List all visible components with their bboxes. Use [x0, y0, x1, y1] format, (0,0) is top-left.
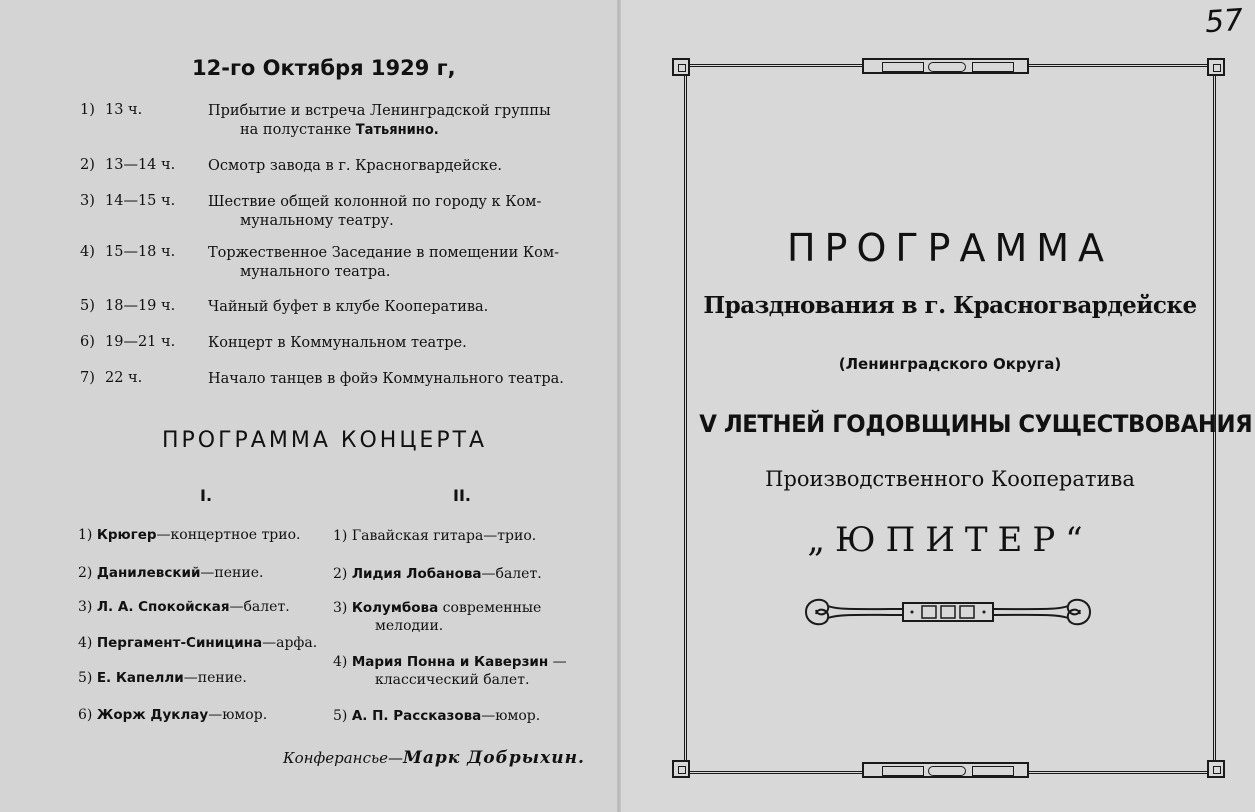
performer-name: Мария Понна и Каверзин — [351, 654, 549, 670]
performer-name: Колумбова — [351, 600, 439, 616]
schedule-text-line: Осмотр завода в г. Красногвардейске. — [208, 158, 503, 174]
performance-type: современные — [438, 600, 542, 616]
schedule-item-number: 6) — [80, 334, 95, 350]
ornament-segment — [972, 766, 1014, 776]
schedule-text-line: Шествие общей колонной по городу к Ком- — [208, 194, 542, 210]
date-title: 12-го Октября 1929 г, — [192, 56, 456, 80]
performer-name: Крюгер — [96, 527, 157, 543]
ornament-segment — [928, 62, 966, 72]
concert-item-number: 2) — [333, 566, 348, 582]
schedule-item-text — [208, 370, 596, 389]
cooperative-line: Производственного Кооператива — [765, 467, 1135, 491]
concert-item-number: 4) — [333, 654, 348, 670]
concert-item-number: 3) — [333, 600, 348, 616]
concert-item — [333, 527, 536, 545]
program-title: ПРОГРАММА — [786, 226, 1114, 270]
celebration-line: Празднования в г. Красногвардейске — [703, 292, 1197, 319]
schedule-item-number: 4) — [80, 244, 95, 260]
concert-item — [78, 670, 247, 686]
schedule-text-line: Торжественное Заседание в помещении Ком- — [208, 245, 560, 261]
bottom-ornament-bar — [862, 762, 1029, 778]
concert-item — [333, 707, 540, 725]
schedule-item-text — [208, 334, 596, 353]
schedule-item-number: 2) — [80, 157, 95, 173]
ornament-segment — [882, 766, 924, 776]
schedule-item-time: 18—19 ч. — [105, 298, 176, 314]
performance-type: —арфа. — [262, 635, 318, 651]
concert-item-number: 6) — [78, 707, 93, 723]
performer-name: Жорж Дуклау — [96, 707, 209, 723]
performance-type-continuation: мелодии. — [375, 618, 444, 634]
ornament-segment — [928, 766, 966, 776]
concert-item — [333, 653, 567, 689]
concert-item — [78, 707, 267, 723]
concert-col2-heading: II. — [453, 486, 471, 505]
schedule-item-time: 14—15 ч. — [105, 193, 176, 209]
performance-type: —пение. — [200, 565, 264, 581]
schedule-item-number: 5) — [80, 298, 95, 314]
performer-name: Л. А. Спокойская — [96, 599, 230, 615]
concert-item-number: 4) — [78, 635, 93, 651]
performance-type: — — [548, 654, 567, 670]
schedule-item-text — [208, 298, 596, 317]
schedule-item-text — [208, 193, 596, 231]
schedule-item-time: 19—21 ч. — [105, 334, 176, 350]
top-ornament-bar — [862, 58, 1029, 74]
performance-type: —юмор. — [208, 707, 268, 723]
performance-type: Гавайская гитара—трио. — [351, 528, 537, 544]
schedule-item-text — [208, 157, 596, 176]
frame-corner-ornament — [1207, 58, 1225, 76]
performance-type: —концертное трио. — [156, 527, 301, 543]
schedule-item-text — [208, 244, 596, 282]
concert-item-number: 5) — [78, 670, 93, 686]
concert-col1-heading: I. — [200, 486, 213, 505]
schedule-item-text — [208, 102, 596, 140]
concert-item — [78, 599, 290, 615]
concert-item-number: 3) — [78, 599, 93, 615]
conferencier-name: Марк Добрыхин. — [403, 748, 585, 768]
conferencier-line — [283, 748, 585, 768]
performance-type: —балет. — [229, 599, 290, 615]
performance-type: —юмор. — [481, 708, 541, 724]
concert-item-number: 5) — [333, 708, 348, 724]
frame-corner-ornament — [672, 760, 690, 778]
ornament-segment — [972, 62, 1014, 72]
conferencier-label: Конферансье— — [283, 749, 404, 767]
schedule-item-time: 13 ч. — [105, 102, 143, 118]
schedule-text-line: Чайный буфет в клубе Кооператива. — [208, 299, 489, 315]
performance-type: —балет. — [481, 566, 542, 582]
page-number: 57 — [1203, 2, 1245, 41]
schedule-text-continuation — [208, 263, 596, 282]
concert-item-number: 1) — [333, 528, 348, 544]
performer-name: Данилевский — [96, 565, 201, 581]
schedule-text-line: Прибытие и встреча Ленинградской группы — [208, 103, 551, 119]
concert-item-number: 2) — [78, 565, 93, 581]
schedule-item-time: 22 ч. — [105, 370, 143, 386]
jupiter-line: „ЮПИТЕР“ — [807, 520, 1093, 560]
schedule-item-number: 7) — [80, 370, 95, 386]
performer-name: А. П. Рассказова — [351, 708, 482, 724]
performance-type-continuation: классический балет. — [375, 672, 530, 688]
performer-name: Пергамент-Синицина — [96, 635, 263, 651]
concert-item — [333, 565, 542, 583]
anniversary-line: V ЛЕТНЕЙ ГОДОВЩИНЫ СУЩЕСТВОВАНИЯ — [699, 410, 1253, 438]
concert-item — [78, 565, 263, 581]
concert-item — [333, 599, 541, 635]
schedule-item-time: 13—14 ч. — [105, 157, 176, 173]
schedule-item-time: 15—18 ч. — [105, 244, 176, 260]
schedule-item-number: 3) — [80, 193, 95, 209]
schedule-item-number: 1) — [80, 102, 95, 118]
frame-corner-ornament — [672, 58, 690, 76]
center-ornament-icon — [798, 592, 1098, 632]
concert-item-number: 1) — [78, 527, 93, 543]
page-fold — [617, 0, 621, 812]
schedule-text-line: мунального театра. — [240, 264, 391, 280]
concert-item — [78, 635, 317, 651]
schedule-text-continuation — [208, 121, 596, 140]
frame-corner-ornament — [1207, 760, 1225, 778]
performer-name: Лидия Лобанова — [351, 566, 482, 582]
performance-type: —пение. — [183, 670, 247, 686]
schedule-text-continuation — [208, 212, 596, 231]
schedule-text-line: Концерт в Коммунальном театре. — [208, 335, 467, 351]
schedule-text-line: на полустанке — [240, 122, 356, 138]
performer-name: Е. Капелли — [96, 670, 184, 686]
concert-item — [78, 527, 300, 543]
schedule-text-line: Начало танцев в фойэ Коммунального театра. — [208, 371, 564, 387]
schedule-place-name: Татьянино. — [355, 122, 439, 138]
okrug-line: (Ленинградского Округа) — [838, 355, 1062, 373]
concert-title: ПРОГРАММА КОНЦЕРТА — [162, 428, 488, 453]
ornament-segment — [882, 62, 924, 72]
schedule-text-line: мунальному театру. — [240, 213, 394, 229]
